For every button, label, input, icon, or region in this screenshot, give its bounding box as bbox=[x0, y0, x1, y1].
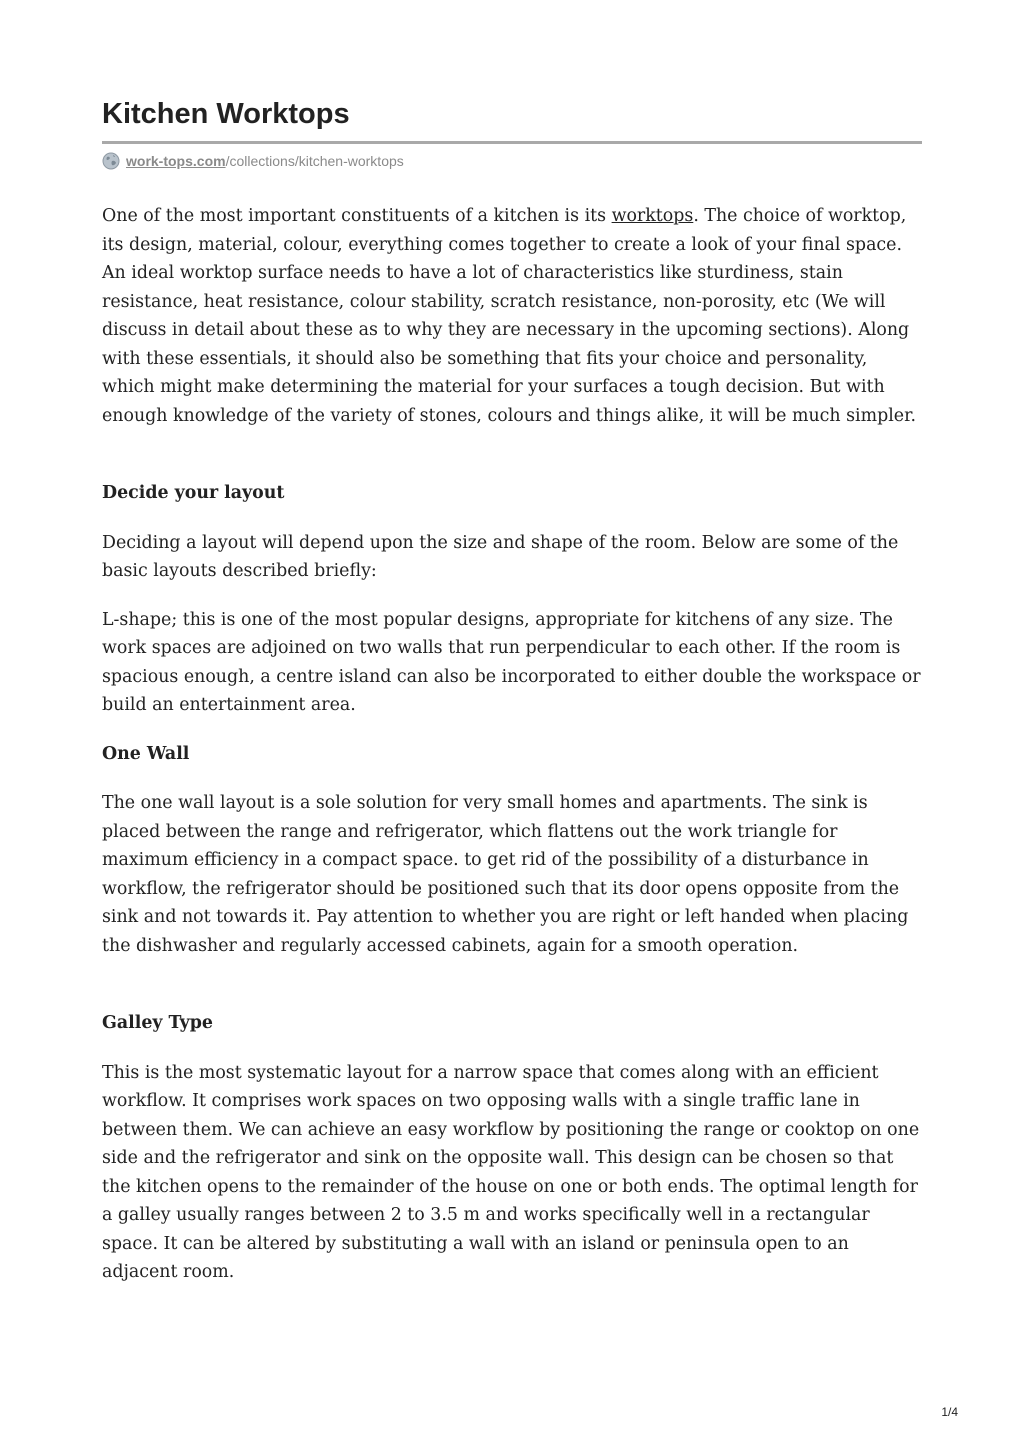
globe-icon bbox=[102, 152, 120, 170]
worktops-link[interactable]: worktops bbox=[611, 206, 694, 226]
page-number: 1/4 bbox=[941, 1405, 958, 1419]
source-domain: work-tops.com bbox=[126, 153, 226, 169]
intro-text-end: . The choice of worktop, its design, material, colour, everything comes together to create a look of your final space. An ideal worktop surface needs to have a lot of characteristics like sturdiness, stain resistance, heat resistance, colour stability, scratch resistance, non-porosity, etc (We will discuss in detail about these as to why they are necessary in the upcoming sections). Along with these essentials, it should also be something that fits your choice and personality, which might make determining the material for your surfaces a tough decision. But with enough knowledge of the variety of stones, colours and things alike, it will be much simpler. bbox=[102, 206, 917, 426]
section-heading-galley: Galley Type bbox=[102, 1013, 213, 1033]
source-link[interactable] bbox=[126, 153, 404, 169]
title-divider bbox=[102, 141, 922, 144]
source-url bbox=[102, 151, 404, 171]
section-heading-layout: Decide your layout bbox=[102, 483, 285, 503]
layout-paragraph-2: L-shape; this is one of the most popular designs, appropriate for kitchens of any size. The work spaces are adjoined on two walls that run perpendicular to each other. If the room is spacious enough, a centre island can also be incorporated to either double the workspace or build an entertainment area. bbox=[102, 609, 921, 715]
galley-paragraph: This is the most systematic layout for a narrow space that comes along with an efficient workflow. It comprises work spaces on two opposing walls with a single traffic lane in between them. We can achieve an easy workflow by positioning the range or cooktop on one side and the refrigerator and sink on the opposite wall. This design can be chosen so that the kitchen opens to the remainder of the house on one or both ends. The optimal length for a galley usually ranges between 2 to 3.5 m and works specifically well in a rectangular space. It can be altered by substituting a wall with an island or peninsula open to an adjacent room. bbox=[102, 1062, 920, 1282]
section-heading-one-wall: One Wall bbox=[102, 743, 190, 764]
one-wall-paragraph: The one wall layout is a sole solution for very small homes and apartments. The sink is placed between the range and refrigerator, which flattens out the work triangle for maximum efficiency in a compact space. to get rid of the possibility of a disturbance in workflow, the refrigerator should be positioned such that its door opens opposite from the sink and not towards it. Pay attention to whether you are right or left handed when placing the dishwasher and regularly accessed cabinets, again for a smooth operation. bbox=[102, 793, 909, 956]
intro-paragraph bbox=[102, 202, 924, 430]
page-title: Kitchen Worktops bbox=[102, 98, 350, 130]
layout-paragraph-1: Deciding a layout will depend upon the size and shape of the room. Below are some of the basic layouts described briefly: bbox=[102, 532, 899, 581]
source-path: /collections/kitchen-worktops bbox=[225, 153, 404, 169]
article-body bbox=[102, 202, 924, 1287]
intro-text-start: One of the most important constituents of a kitchen is its bbox=[102, 206, 612, 226]
